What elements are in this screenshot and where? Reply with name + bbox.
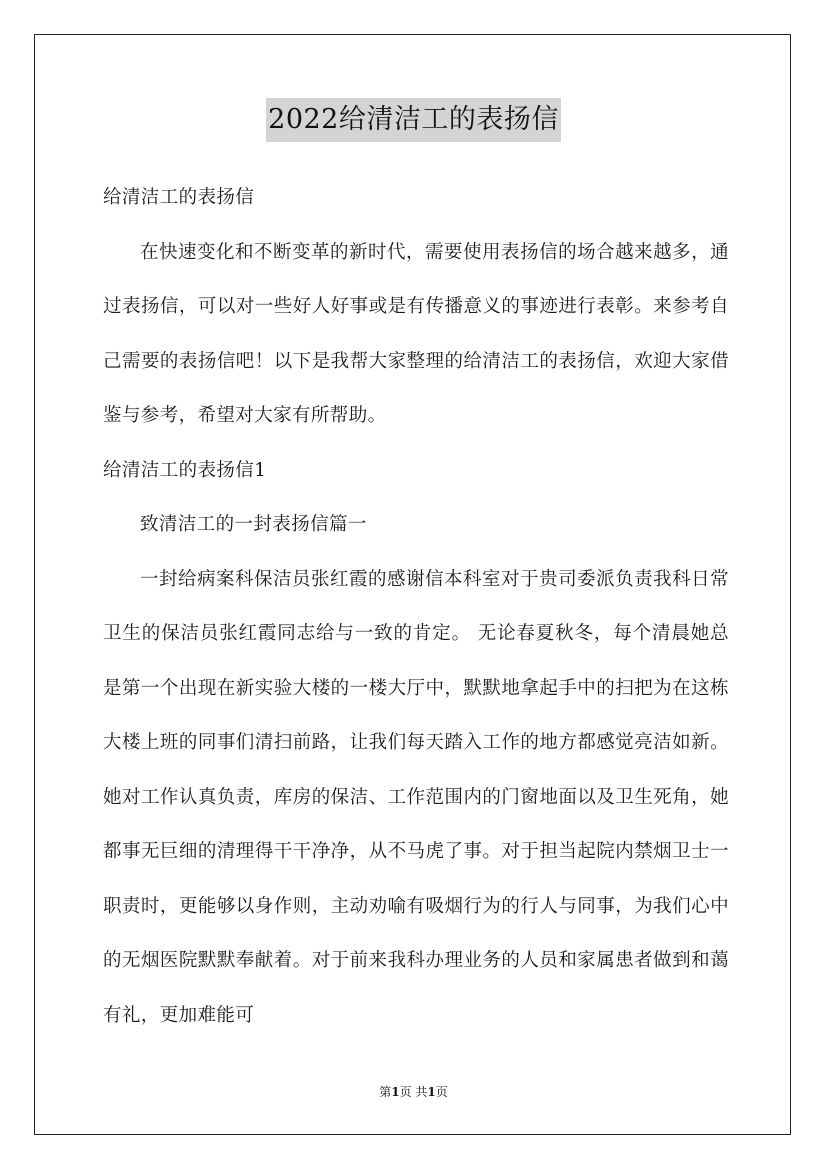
title-container — [0, 98, 827, 142]
document-body — [103, 171, 729, 1043]
paragraph-3: 致清洁工的一封表扬信篇一 — [140, 514, 367, 535]
document-title: 2022给清洁工的表扬信 — [266, 98, 561, 142]
footer-suffix: 页 — [435, 1085, 448, 1099]
page-footer — [0, 1083, 827, 1101]
footer-prefix: 第 — [379, 1085, 392, 1099]
footer-page-total: 1 — [427, 1085, 436, 1099]
paragraph-1: 在快速变化和不断变革的新时代，需要使用表扬信的场合越来越多，通过表扬信，可以对一些好人好事或是有传播意义的事迹进行表彰。来参考自己需要的表扬信吧！以下是我帮大家整理的给清洁工的表扬信，欢迎大家借鉴与参考，希望对大家有所帮助。 — [103, 241, 729, 426]
paragraph-0: 给清洁工的表扬信 — [103, 187, 255, 208]
footer-page-current: 1 — [391, 1085, 400, 1099]
paragraph-2: 给清洁工的表扬信1 — [103, 459, 267, 481]
footer-mid: 页 共 — [399, 1085, 428, 1099]
paragraph-4: 一封给病案科保洁员张红霞的感谢信本科室对于贵司委派负责我科日常卫生的保洁员张红霞同志给与一致的肯定。 无论春夏秋冬，每个清晨她总是第一个出现在新实验大楼的一楼大厅中，默默地拿起手中的扫把为在这栋大楼上班的同事们清扫前路，让我们每天踏入工作的地方都感觉亮洁如新。她对工作认真负责，库房的保洁、工作范围内的门窗地面以及卫生死角，她都事无巨细的清理得干干净净，从不马虎了事。对于担当起院内禁烟卫士一职责时，更能够以身作则，主动劝喻有吸烟行为的行人与同事，为我们心中的无烟医院默默奉献着。对于前来我科办理业务的人员和家属患者做到和蔼有礼，更加难能可 — [103, 568, 729, 1026]
